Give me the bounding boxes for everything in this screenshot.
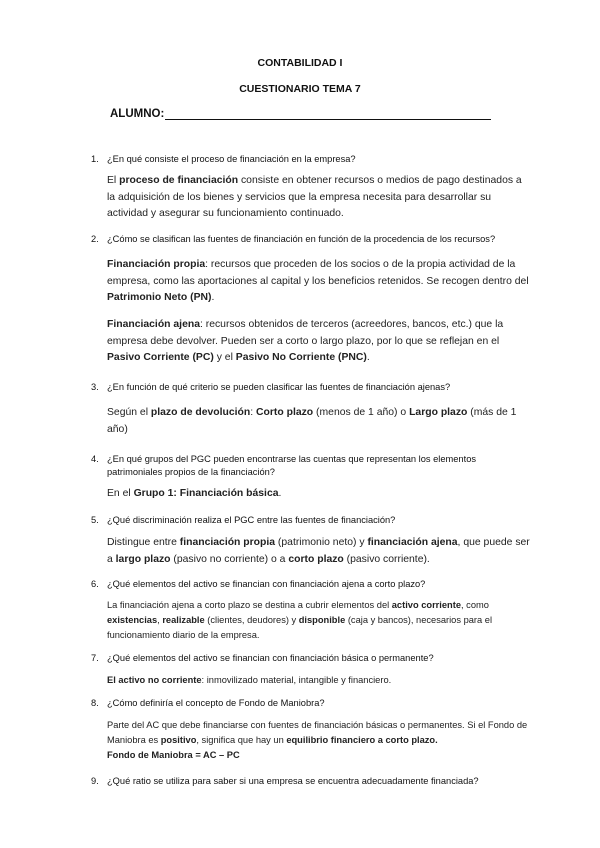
question-2 xyxy=(91,233,531,246)
answer-bold: Corto plazo xyxy=(256,407,314,418)
student-name-line xyxy=(165,108,491,120)
answer-text: . xyxy=(366,352,370,363)
answer-text: , significa que hay un xyxy=(196,735,287,745)
answer-text: : inmovilizado material, intangible y financiero. xyxy=(201,675,392,685)
question-text: ¿En función de qué criterio se pueden clasificar las fuentes de financiación ajenas? xyxy=(107,382,451,392)
question-number: 1. xyxy=(91,154,99,164)
student-name-field xyxy=(110,108,491,120)
question-6 xyxy=(91,578,531,591)
question-5 xyxy=(91,514,531,527)
answer-text: La financiación ajena a corto plazo se destina a cubrir elementos del xyxy=(107,600,392,610)
question-text: ¿Qué ratio se utiliza para saber si una empresa se encuentra adecuadamente financiada? xyxy=(107,776,479,786)
answer-text: El xyxy=(107,175,120,186)
answer-1 xyxy=(107,173,531,223)
answer-bold: Pasivo No Corriente (PNC) xyxy=(235,352,367,363)
answer-bold: largo plazo xyxy=(115,553,171,565)
question-text: ¿Qué elementos del activo se financian con financiación ajena a corto plazo? xyxy=(107,579,426,589)
answer-text: (caja y bancos), necesarios para el funcionamiento diario de la empresa. xyxy=(107,615,493,640)
questionnaire-title: CUESTIONARIO TEMA 7 xyxy=(239,83,361,95)
answer-text: . xyxy=(211,292,215,303)
question-number: 8. xyxy=(91,698,99,708)
course-title: CONTABILIDAD I xyxy=(257,57,343,69)
answer-bold: activo corriente xyxy=(391,600,462,610)
answer-bold: Patrimonio Neto (PN) xyxy=(107,292,212,303)
answer-bold: Grupo 1: Financiación básica xyxy=(133,488,279,499)
answer-6 xyxy=(107,598,531,643)
answer-text: , que puede ser a xyxy=(107,537,530,565)
question-number: 3. xyxy=(91,382,99,392)
answer-text: consiste en obtener recursos o medios de pago destinados a la adquisición de los bienes y servicios que la empresa necesita para desarrollar su actividad y asegurar su funcionamiento continuado. xyxy=(107,175,522,219)
question-7 xyxy=(91,652,531,665)
answer-text: (clientes, deudores) y xyxy=(204,615,299,625)
answer-bold: Pasivo Corriente (PC) xyxy=(107,352,214,363)
answer-5 xyxy=(107,535,531,568)
answer-bold: existencias xyxy=(107,615,158,625)
answer-text: Según el xyxy=(107,407,151,418)
answer-text: (menos de 1 año) o xyxy=(313,407,410,418)
answer-bold: equilibrio financiero a corto plazo. xyxy=(286,735,438,745)
answer-bold: financiación propia xyxy=(179,537,276,548)
answer-2-ajena xyxy=(107,317,531,367)
question-number: 5. xyxy=(91,515,99,525)
student-label: ALUMNO: xyxy=(110,108,165,120)
question-9 xyxy=(91,775,531,788)
answer-4 xyxy=(107,486,531,503)
answer-text: (pasivo corriente). xyxy=(343,553,430,565)
answer-bold: El activo no corriente xyxy=(107,675,202,685)
fondo-maniobra-formula: Fondo de Maniobra = AC – PC xyxy=(107,750,240,760)
answer-bold: positivo xyxy=(160,735,197,745)
answer-text: , como xyxy=(461,600,489,610)
question-text: ¿En qué consiste el proceso de financiación en la empresa? xyxy=(107,154,356,164)
answer-text: , xyxy=(157,615,163,625)
answer-text: Distingue entre xyxy=(107,537,180,548)
question-number: 4. xyxy=(91,454,99,464)
answer-bold: proceso de financiación xyxy=(119,175,239,186)
answer-text: : recursos obtenidos de terceros (acreedores, bancos, etc.) que la empresa debe devolver. Pueden ser a corto o largo plazo, por lo que se reflejan en el xyxy=(107,319,504,347)
answer-3 xyxy=(107,405,531,438)
question-text: ¿En qué grupos del PGC pueden encontrarse las cuentas que representan los elementos patrimoniales propios de la financiación? xyxy=(107,454,477,477)
answer-text: En el xyxy=(107,488,134,499)
answer-2-propia xyxy=(107,257,531,307)
question-3 xyxy=(91,381,531,394)
answer-8 xyxy=(107,718,531,763)
answer-text: (más de 1 año) xyxy=(107,407,517,435)
answer-bold: plazo de devolución xyxy=(150,407,251,418)
question-text: ¿Cómo definiría el concepto de Fondo de Maniobra? xyxy=(107,698,325,708)
question-number: 7. xyxy=(91,653,99,663)
answer-bold: Financiación ajena xyxy=(107,319,200,330)
question-text: ¿Qué elementos del activo se financian con financiación básica o permanente? xyxy=(107,653,434,663)
answer-text: (pasivo no corriente) o a xyxy=(170,553,289,565)
answer-bold: disponible xyxy=(298,615,346,625)
question-4 xyxy=(91,453,531,479)
answer-text: : recursos que proceden de los socios o de la propia actividad de la empresa, como las aportaciones al capital y los beneficios retenidos. Se recogen dentro del xyxy=(107,259,529,287)
answer-text: y el xyxy=(213,352,236,363)
answer-bold: financiación ajena xyxy=(367,537,458,548)
question-number: 6. xyxy=(91,579,99,589)
answer-text: : xyxy=(250,407,257,418)
answer-bold: corto plazo xyxy=(288,553,344,565)
answer-text: Parte del AC que debe financiarse con fuentes de financiación básicas o permanentes. Si el Fondo de Maniobra es xyxy=(107,720,528,745)
question-1 xyxy=(91,153,531,166)
question-text: ¿Cómo se clasifican las fuentes de financiación en función de la procedencia de los recursos? xyxy=(107,234,496,244)
answer-text: (patrimonio neto) y xyxy=(275,537,368,548)
question-number: 2. xyxy=(91,234,99,244)
answer-7 xyxy=(107,673,531,688)
question-number: 9. xyxy=(91,776,99,786)
answer-text: . xyxy=(278,488,282,499)
question-text: ¿Qué discriminación realiza el PGC entre las fuentes de financiación? xyxy=(107,515,396,525)
answer-bold: Largo plazo xyxy=(409,407,468,418)
question-8 xyxy=(91,697,531,710)
answer-bold: realizable xyxy=(162,615,205,625)
answer-bold: Financiación propia xyxy=(107,259,206,270)
